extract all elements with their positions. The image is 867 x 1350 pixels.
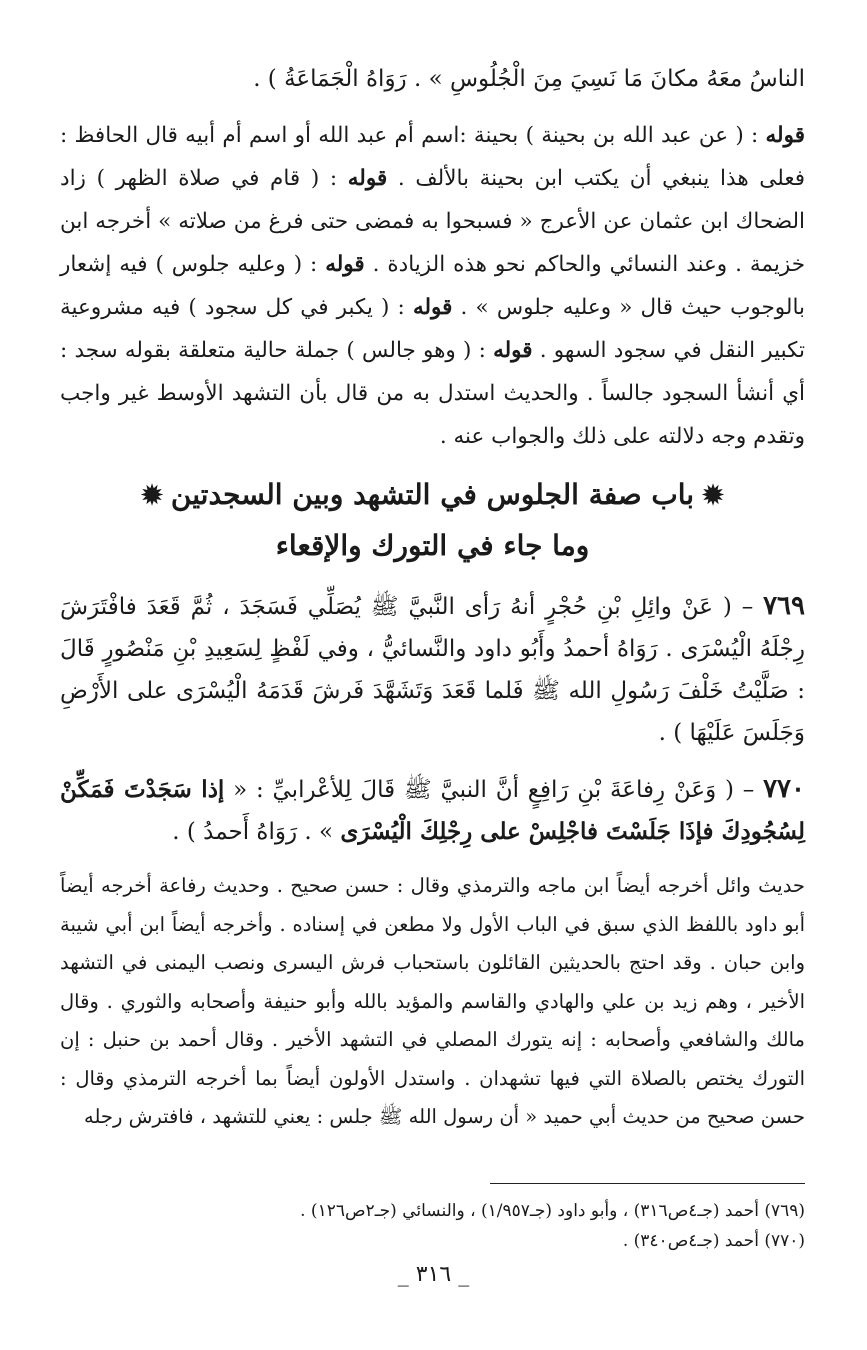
footnote-divider (490, 1183, 805, 1184)
hadith-number: ٧٦٩ (763, 591, 805, 621)
hadith-text: ( عَنْ وائِلِ بْنِ حُجْرٍ أنهُ رَأى النَّبيَّ ﷺ يُصَلِّي فَسَجَدَ ، ثُمَّ قَعَدَ فافْتَرَشَ رِجْلَهُ الْيُسْرَى . رَوَاهُ أحمدُ وأَبُو داود والنَّسائيُّ ، وفي لَفْظٍ لِسَعِيدِ بْنِ مَنْصُورٍ قَالَ : صَلَّيْتُ خَلْفَ رَسُولِ الله ﷺ فَلما قَعَدَ وَتَشَهَّدَ فَرشَ قَدَمَهُ الْيُسْرَى على الأَرْضِ وَجَلَسَ عَلَيْهَا ) . (60, 594, 805, 746)
chapter-heading (60, 470, 805, 571)
page-number: _ ٣١٦ _ (397, 1262, 470, 1287)
star-ornament-icon: ✹ (141, 481, 163, 511)
commentary-block (60, 114, 805, 458)
commentary-text: : ( وهو جالس ) جملة حالية متعلقة بقوله سجد : أي أنشأ السجود جالساً . والحديث استدل به من قال بأن التشهد الأوسط غير واجب وتقدم وجه دلالته على ذلك والجواب عنه . (60, 338, 805, 449)
hadith-number: ٧٧٠ (763, 774, 805, 804)
star-ornament-icon: ✹ (702, 481, 724, 511)
hadith-dash: – (734, 777, 764, 803)
chapter-title: باب صفة الجلوس في التشهد وبين السجدتين (170, 478, 695, 511)
hadith-continuation: الناسُ معَهُ مكانَ مَا نَسِيَ مِنَ الْجُلُوسِ » . رَوَاهُ الْجَمَاعَةُ ) . (253, 66, 805, 92)
hadith-quote-bold: إذا سَجَدْتَ فَمَكِّنْ لِسُجُودِكَ فإذَا جَلَسْتَ فاجْلِسْ على رِجْلِكَ الْيُسْرَى (60, 776, 805, 845)
hadith-769 (60, 585, 805, 754)
chapter-subtitle: وما جاء في التورك والإقعاء (275, 529, 590, 562)
footnote-770: (٧٧٠) أحمد (جـ٤ص٣٤٠) . (622, 1230, 805, 1251)
keyword-qawluhu: قوله (412, 295, 453, 320)
commentary-text: : ( يكبر في كل سجود ) فيه مشروعية تكبير النقل في سجود السهو . (60, 295, 805, 363)
chapter-heading-line-1 (60, 470, 805, 521)
keyword-qawluhu: قوله (493, 338, 533, 363)
hadith-770 (60, 768, 805, 853)
keyword-qawluhu: قوله (325, 252, 365, 277)
commentary-text: : ( قام في صلاة الظهر ) زاد الضحاك ابن عثمان عن الأعرج « فسبحوا به فمضى حتى فرغ من صلاته » أخرجه ابن خزيمة . وعند النسائي والحاكم نحو هذه الزيادة . (60, 166, 805, 277)
hadith-text: » . رَوَاهُ أَحمدُ ) . (172, 819, 341, 845)
hadith-text: ( وَعَنْ رِفاعَةَ بْنِ رَافِعٍ أنَّ النبيَّ ﷺ قَالَ لِلأعْرابيِّ : « (224, 777, 735, 803)
commentary-block-2: حديث وائل أخرجه أيضاً ابن ماجه والترمذي وقال : حسن صحيح . وحديث رفاعة أخرجه أيضاً أبو داود باللفظ الذي سبق في الباب الأول ولا مطعن في إسناده . وأخرجه أيضاً ابن أبي شيبة وابن حبان . وقد احتج بالحديثين القائلون باستحباب فرش اليسرى ونصب اليمنى في التشهد الأخير ، وهم زيد بن علي والهادي والقاسم والمؤيد بالله وأبو حنيفة وأصحابه والثوري . وقال مالك والشافعي وأصحابه : إنه يتورك المصلي في التشهد الأخير . وقال أحمد بن حنبل : إن التورك يختص بالصلاة التي فيها تشهدان . واستدل الأولون أيضاً بما أخرجه الترمذي وقال : حسن صحيح من حديث أبي حميد « أن رسول الله ﷺ جلس : يعني للتشهد ، فافترش رجله (60, 874, 805, 1128)
footnote-769: (٧٦٩) أحمد (جـ٤ص٣١٦) ، وأبو داود (جـ١/٩٥٧) ، والنسائي (جـ٢ص١٢٦) . (300, 1200, 805, 1221)
commentary-text: : ( وعليه جلوس ) فيه إشعار بالوجوب حيث قال « وعليه جلوس » . (60, 252, 806, 320)
footnotes (60, 1196, 805, 1256)
hadith-dash: – (731, 594, 764, 620)
commentary-text: : ( عن عبد الله بن بحينة ) بحينة :اسم أم عبد الله أو اسم أم أبيه قال الحافظ : فعلى هذا ينبغي أن يكتب ابن بحينة بالألف . (60, 123, 805, 191)
keyword-qawluhu: قوله (347, 166, 388, 191)
keyword-qawluhu: قوله (765, 123, 805, 148)
